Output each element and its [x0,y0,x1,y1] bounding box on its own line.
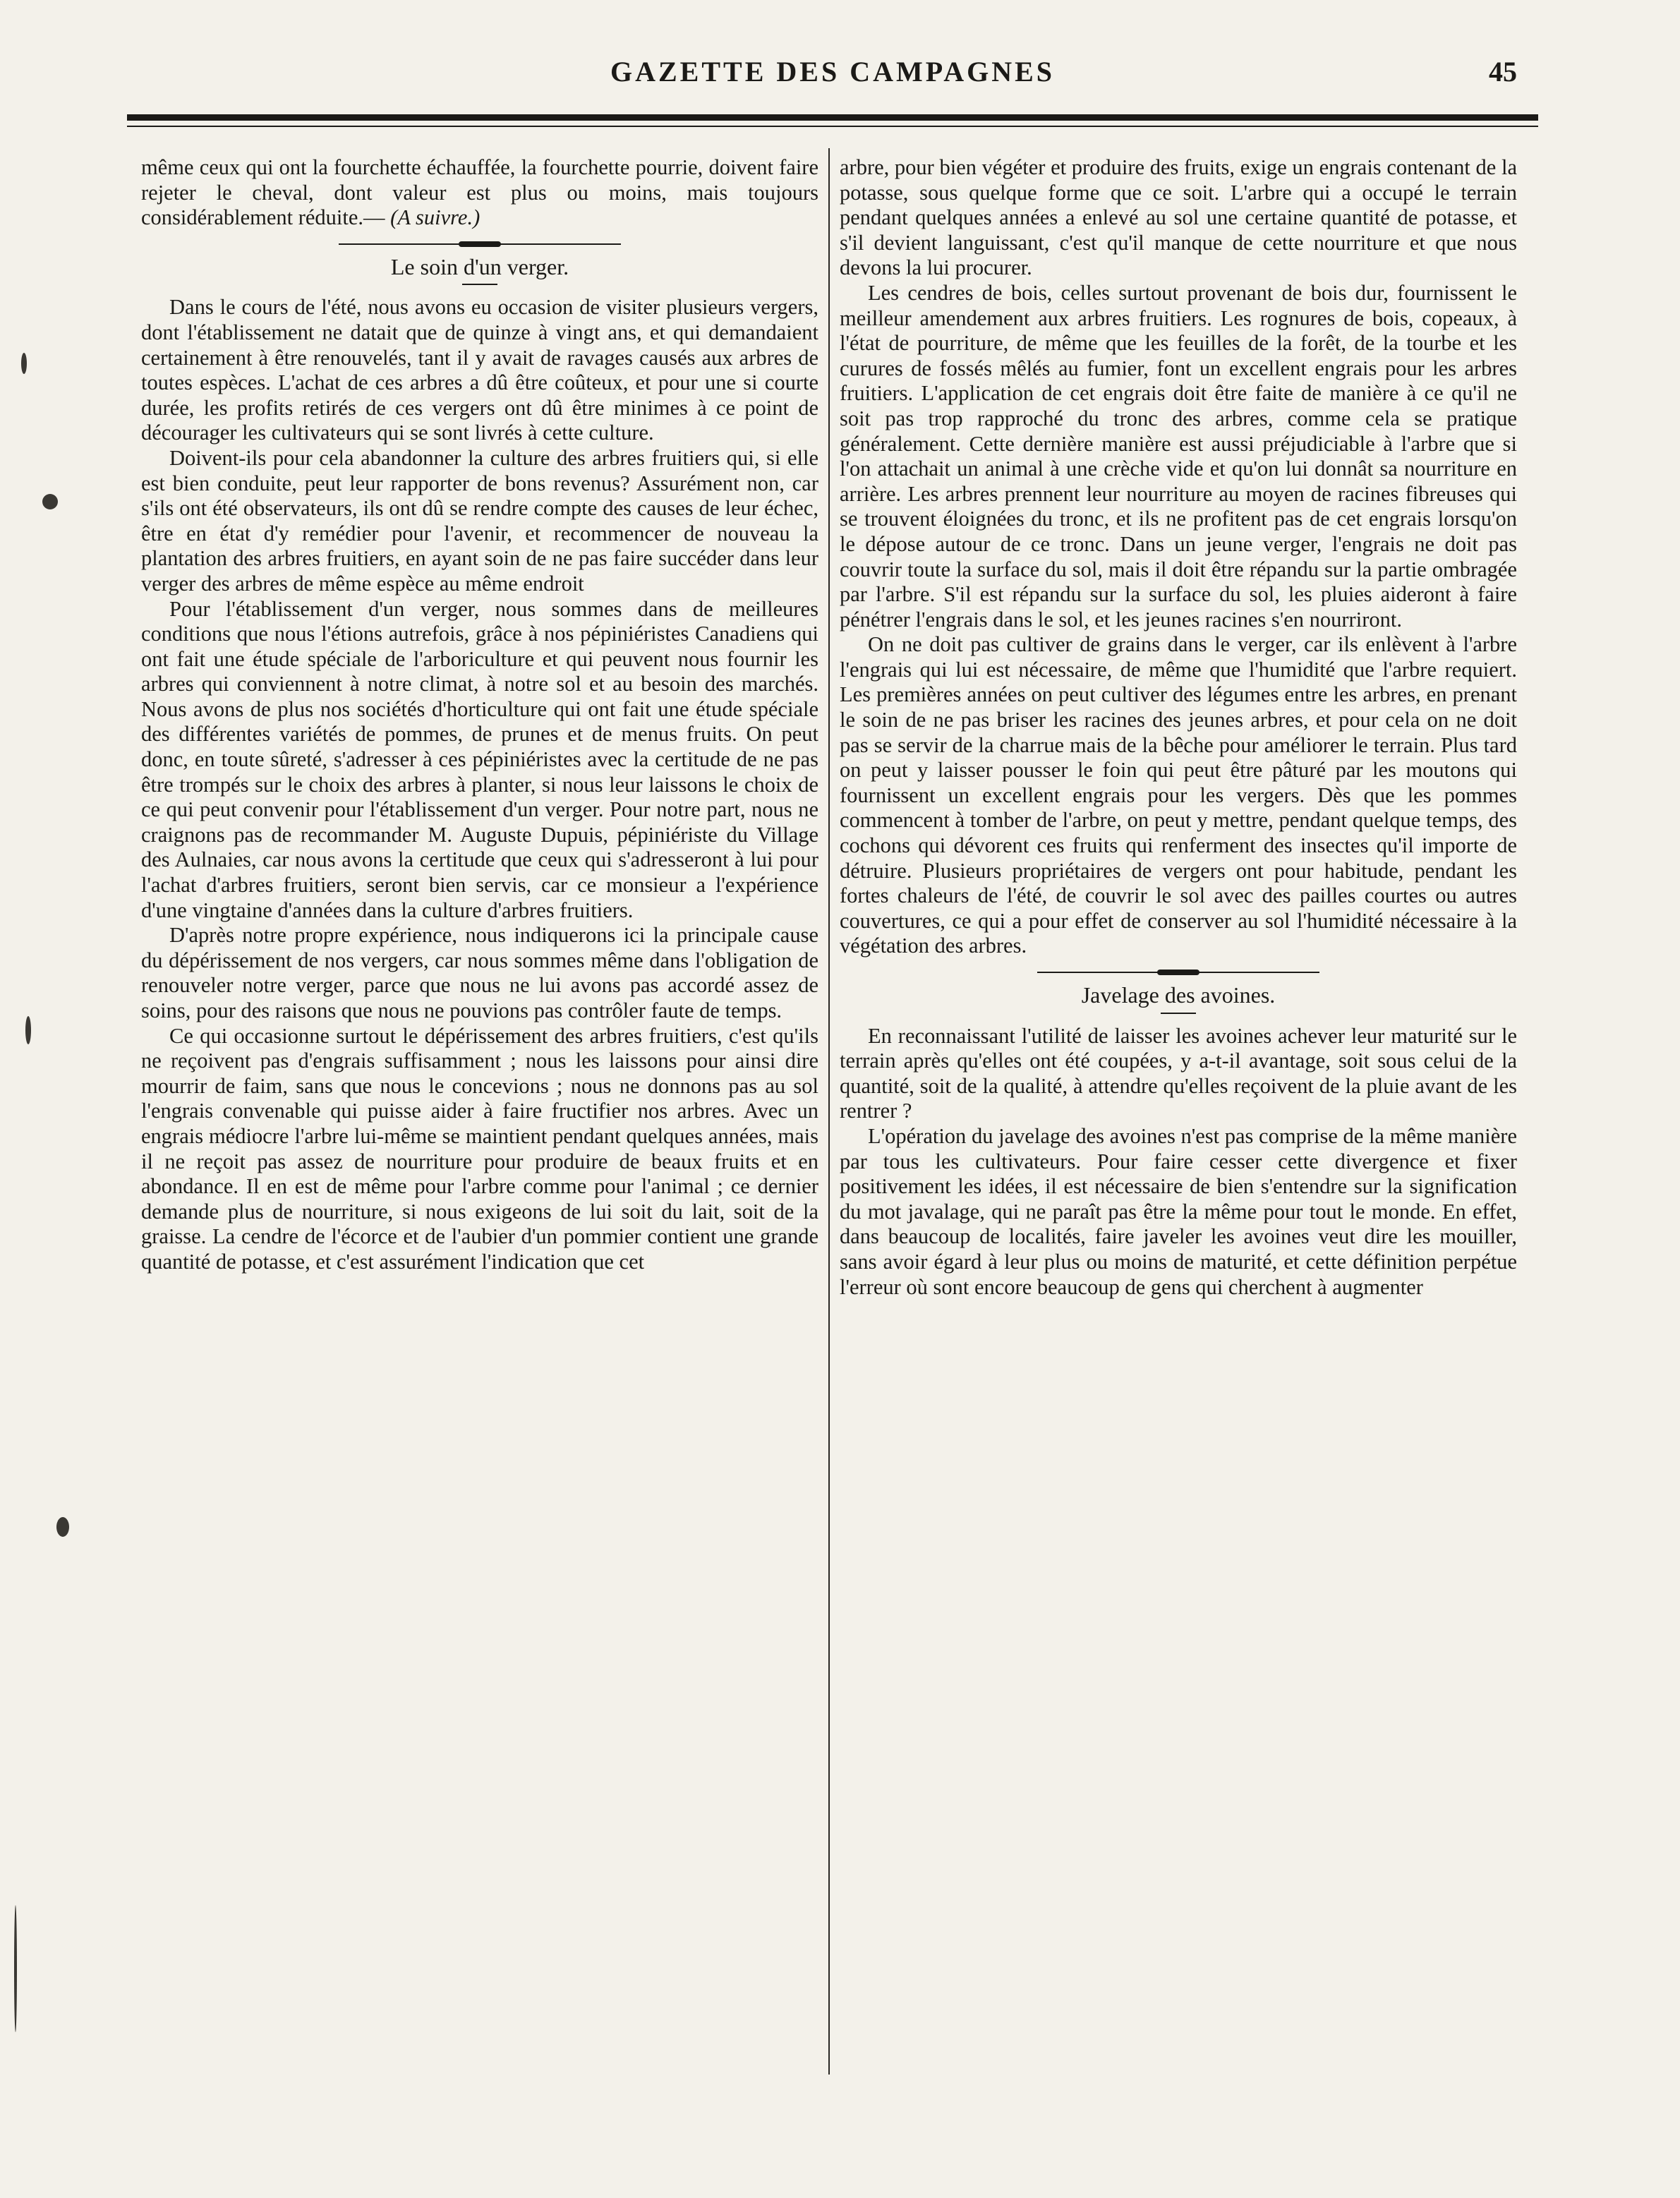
page-number: 45 [1489,56,1517,87]
scan-speck [14,1905,17,2032]
header-rule-thin [127,126,1538,127]
paragraph: arbre, pour bien végéter et produire des fruits, exige un engrais contenant de la potasse, sous quelque forme que ce soit. L'arbre qui a occupé le terrain pendant quelques années a enlevé au sol une certaine quantité de potasse, et s'il devient languissant, c'est qu'il manque de cette nourriture et que nous devons la lui procurer. [840,155,1517,280]
right-column [840,155,1517,2145]
scan-speck [56,1517,69,1537]
article-title-verger: Le soin d'un verger. [390,253,569,279]
paragraph: En reconnaissant l'utilité de laisser les avoines achever leur maturité sur le terrain après qu'elles ont été coupées, y a-t-il avantage, soit sous celui de la quantité, soit de la qualité, à attendre qu'elles reçoivent de la pluie avant de les rentrer ? [840,1023,1517,1123]
title-underline [1161,1013,1196,1014]
article-separator [1037,969,1319,976]
scan-speck [21,353,27,374]
paragraph: D'après notre propre expérience, nous indiquerons ici la principale cause du dépérissement de nos vergers, car nous sommes même dans l'obligation de renouveler notre verger, parce que nous ne lui avons pas accordé assez de soins, pour des raisons que nous ne pouvions pas contrôler faute de temps. [141,923,818,1022]
page-header [127,55,1538,104]
paragraph: L'opération du javelage des avoines n'est pas comprise de la même manière par tous les cultivateurs. Pour faire cesser cette divergence et fixer positivement les idées, il est nécessaire de bien s'entendre sur la signification du mot javalage, qui ne paraît pas être la même pour tout le monde. En effet, dans beaucoup de localités, faire javeler les avoines veut dire les mouiller, sans avoir égard à leur plus ou moins de maturité, et cette définition perpétue l'erreur où sont encore beaucoup de gens qui cherchent à augmenter [840,1123,1517,1299]
left-column [141,155,818,2145]
paragraph: Dans le cours de l'été, nous avons eu occasion de visiter plusieurs vergers, dont l'établissement ne datait que de quinze à vingt ans, et qui demandaient certainement à être renouvelés, tant il y avait de ravages causés aux arbres de toutes espèces. L'achat de ces arbres a dû être coûteux, et pour une si courte durée, les profits retirés de ces vergers ont dû être minimes à ce point de décourager les cultivateurs qui se sont livrés à cette culture. [141,295,818,445]
article-title-javelage: Javelage des avoines. [1081,982,1276,1008]
paragraph: Ce qui occasionne surtout le dépérissement des arbres fruitiers, c'est qu'ils ne reçoivent pas d'engrais suffisamment ; nous les laissons pour ainsi dire mourrir de faim, sans que nous le concevions ; nous ne donnons pas au sol l'engrais convenable qui puisse aider à faire fructifier nos arbres. Avec un engrais médiocre l'arbre lui-même se maintient pendant quelques années, mais il ne reçoit pas assez de nourriture pour produire de beaux fruits et en abondance. Il en est de même pour l'arbre comme pour l'animal ; ce dernier demande plus de nourriture, si nous exigeons de lui soit du lait, soit de la graisse. La cendre de l'écorce et de l'aubier d'un pommier contient une grande quantité de potasse, et c'est assurément l'indication que cet [141,1023,818,1274]
header-rule-thick [127,114,1538,121]
paragraph: Doivent-ils pour cela abandonner la culture des arbres fruitiers qui, si elle est bien conduite, peut leur rapporter de bons revenus? Assurément non, car s'ils ont été observateurs, ils ont dû se rendre compte des causes de leur échec, être en état d'y remédier pour l'avenir, et recommencer de nouveau la plantation des arbres fruitiers, en ayant soin de ne pas faire succéder dans leur verger des arbres de même espèce au même endroit [141,445,818,596]
title-underline [462,284,497,285]
scan-speck [42,494,58,509]
article-separator [339,241,621,248]
paragraph: Les cendres de bois, celles surtout provenant de bois dur, fournissent le meilleur amendement aux arbres fruitiers. Les rognures de bois, copeaux, à l'état de pourriture, de même que les feuilles de la forêt, de la tourbe et les curures de fossés mêlés au fumier, font un excellent engrais pour les arbres fruitiers. L'application de cet engrais doit être faite de manière à ce qu'il ne soit pas trop rapproché du tronc des arbres, comme cela se pratique généralement. Cette dernière manière est aussi préjudiciable à l'arbre que si l'on attachait un animal à une crèche vide et qu'on lui donnât sa nourriture en arrière. Les arbres prennent leur nourriture au moyen de racines fibreuses qui se trouvent éloignées du tronc, et ils ne profitent pas de cet engrais lorsqu'on le dépose autour de ce tronc. Dans un jeune verger, l'engrais ne doit pas couvrir toute la surface du sol, mais il doit être répandu sur la partie ombragée par l'arbre. S'il est répandu sur la surface du sol, les pluies aideront à faire pénétrer l'engrais dans le sol, et les jeunes racines s'en nourriront. [840,280,1517,632]
continued-attribution: (A suivre.) [390,205,481,230]
scan-speck [25,1016,31,1044]
publication-title: GAZETTE DES CAMPAGNES [610,56,1055,87]
continued-body: même ceux qui ont la fourchette échauffée, la fourchette pourrie, doivent faire rejeter le cheval, dont valeur est plus ou moins, mais toujours considérablement réduite.— [141,155,818,230]
continued-text [141,155,818,231]
paragraph: Pour l'établissement d'un verger, nous sommes dans de meilleures conditions que nous l'étions autrefois, grâce à nos pépiniéristes Canadiens qui ont fait une étude spéciale de l'arboriculture et qui peuvent nous fournir les arbres qui conviennent à notre climat, à notre sol et au besoin des marchés. Nous avons de plus nos sociétés d'horticulture qui ont fait une étude spéciale des différentes variétés de pommes, de prunes et de menus fruits. On peut donc, en toute sûreté, s'adresser à ces pépiniéristes avec la certitude de ne pas être trompés sur le choix des arbres à planter, si nous leur laissons le choix de ce qui peut convenir pour l'établissement d'un verger. Pour notre part, nous ne craignons pas de recommander M. Auguste Dupuis, pépiniériste du Village des Aulnaies, car nous avons la certitude que ceux qui s'adresseront à lui pour l'achat d'arbres fruitiers, seront bien servis, car ce monsieur a l'expérience d'une vingtaine d'années dans la culture d'arbres fruitiers. [141,596,818,922]
column-divider [828,148,830,2075]
paragraph: On ne doit pas cultiver de grains dans le verger, car ils enlèvent à l'arbre l'engrais qui lui est nécessaire, de même que l'humidité que l'arbre requiert. Les premières années on peut cultiver des légumes entre les arbres, en prenant le soin de ne pas briser les racines des jeunes arbres, et pour cela on ne doit pas se servir de la charrue mais de la bêche pour améliorer le terrain. Plus tard on peut y laisser pousser le foin qui peut être pâturé par les moutons qui fournissent un excellent engrais pour les vergers. Dès que les pommes commencent à tomber de l'arbre, on peut y mettre, pendant quelque temps, des cochons qui dévorent ces fruits qui renferment des insectes qu'il importe de détruire. Plusieurs propriétaires de vergers ont pour habitude, pendant les fortes chaleurs de l'été, de couvrir le sol avec des pailles courtes ou autres couvertures, ce qui a pour effet de conserver au sol l'humidité nécessaire à la végétation des arbres. [840,632,1517,958]
